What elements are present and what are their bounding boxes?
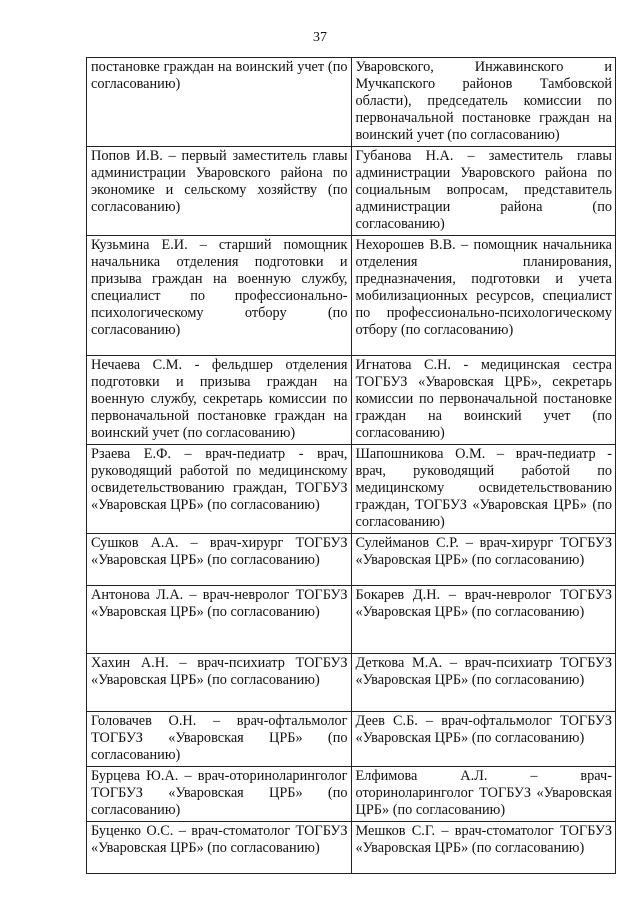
- cell-text: Деткова М.А. – врач-психиатр ТОГБУЗ «Уваровская ЦРБ» (по согласованию): [355, 655, 612, 688]
- table-row: [87, 58, 616, 147]
- cell-text: Шапошникова О.М. – врач-педиатр - врач, руководящий работой по медицинскому освидетельствованию граждан, ТОГБУЗ «Уваровская ЦРБ» (по согласованию): [355, 446, 612, 530]
- table-row: [87, 822, 616, 874]
- main-member-cell: [87, 236, 352, 356]
- reserve-member-cell: [351, 822, 616, 874]
- reserve-member-cell: [351, 586, 616, 654]
- cell-text: Хахин А.Н. – врач-психиатр ТОГБУЗ «Уваровская ЦРБ» (по согласованию): [91, 655, 348, 688]
- table-row: [87, 586, 616, 654]
- cell-text: Уваровского, Инжавинского и Мучкапского районов Тамбовской области), председатель комиссии по первоначальной постановке граждан на воинский учет (по согласованию): [355, 59, 612, 143]
- reserve-member-cell: [351, 147, 616, 236]
- main-member-cell: [87, 534, 352, 586]
- reserve-member-cell: [351, 712, 616, 767]
- reserve-member-cell: [351, 236, 616, 356]
- table-row: [87, 712, 616, 767]
- cell-text: постановке граждан на воинский учет (по согласованию): [91, 59, 348, 92]
- reserve-member-cell: [351, 356, 616, 445]
- cell-text: Елфимова А.Л. – врач-оториноларинголог ТОГБУЗ «Уваровская ЦРБ» (по согласованию): [355, 768, 612, 818]
- cell-text: Нехорошев В.В. – помощник начальника отделения планирования, предназначения, подготовки и учета мобилизационных ресурсов, специалист по профессионально-психологическому отбору (по согласованию): [355, 237, 612, 338]
- cell-text: Бокарев Д.Н. – врач-невролог ТОГБУЗ «Уваровская ЦРБ» (по согласованию): [355, 587, 612, 620]
- cell-text: Антонова Л.А. – врач-невролог ТОГБУЗ «Уваровская ЦРБ» (по согласованию): [91, 587, 348, 620]
- cell-text: Игнатова С.Н. - медицинская сестра ТОГБУЗ «Уваровская ЦРБ», секретарь комиссии по первоначальной постановке граждан на воинский учет (по согласованию): [355, 357, 612, 441]
- cell-text: Головачев О.Н. – врач-офтальмолог ТОГБУЗ «Уваровская ЦРБ» (по согласованию): [91, 713, 348, 763]
- main-member-cell: [87, 586, 352, 654]
- table-row: [87, 767, 616, 822]
- table-row: [87, 147, 616, 236]
- table-row: [87, 534, 616, 586]
- cell-text: Бурцева Ю.А. – врач-оториноларинголог ТОГБУЗ «Уваровская ЦРБ» (по согласованию): [91, 768, 348, 818]
- cell-text: Нечаева С.М. - фельдшер отделения подготовки и призыва граждан на военную службу, секретарь комиссии по первоначальной постановке граждан на воинский учет (по согласованию): [91, 357, 348, 441]
- reserve-member-cell: [351, 767, 616, 822]
- table-row: [87, 356, 616, 445]
- main-member-cell: [87, 356, 352, 445]
- main-member-cell: [87, 654, 352, 712]
- cell-text: Мешков С.Г. – врач-стоматолог ТОГБУЗ «Уваровская ЦРБ» (по согласованию): [355, 823, 612, 856]
- cell-text: Кузьмина Е.И. – старший помощник начальника отделения подготовки и призыва граждан на военную службу, специалист по профессионально-психологическому отбору (по согласованию): [91, 237, 348, 338]
- reserve-member-cell: [351, 534, 616, 586]
- reserve-member-cell: [351, 654, 616, 712]
- main-member-cell: [87, 147, 352, 236]
- table-row: [87, 236, 616, 356]
- main-member-cell: [87, 445, 352, 534]
- commission-members-table: [86, 57, 616, 874]
- reserve-member-cell: [351, 445, 616, 534]
- cell-text: Попов И.В. – первый заместитель главы администрации Уваровского района по экономике и сельскому хозяйству (по согласованию): [91, 148, 348, 215]
- cell-text: Сулейманов С.Р. – врач-хирург ТОГБУЗ «Уваровская ЦРБ» (по согласованию): [355, 535, 612, 568]
- cell-text: Буценко О.С. – врач-стоматолог ТОГБУЗ «Уваровская ЦРБ» (по согласованию): [91, 823, 348, 856]
- cell-text: Губанова Н.А. – заместитель главы администрации Уваровского района по социальным вопросам, представитель администрации района (по согласованию): [355, 148, 612, 232]
- table-row: [87, 445, 616, 534]
- main-member-cell: [87, 767, 352, 822]
- main-member-cell: [87, 712, 352, 767]
- cell-text: Деев С.Б. – врач-офтальмолог ТОГБУЗ «Уваровская ЦРБ» (по согласованию): [355, 713, 612, 746]
- reserve-member-cell: [351, 58, 616, 147]
- main-member-cell: [87, 58, 352, 147]
- main-member-cell: [87, 822, 352, 874]
- cell-text: Рзаева Е.Ф. – врач-педиатр - врач, руководящий работой по медицинскому освидетельствованию граждан, ТОГБУЗ «Уваровская ЦРБ» (по согласованию): [91, 446, 348, 513]
- page-number: 37: [313, 30, 327, 45]
- table-row: [87, 654, 616, 712]
- cell-text: Сушков А.А. – врач-хирург ТОГБУЗ «Уваровская ЦРБ» (по согласованию): [91, 535, 348, 568]
